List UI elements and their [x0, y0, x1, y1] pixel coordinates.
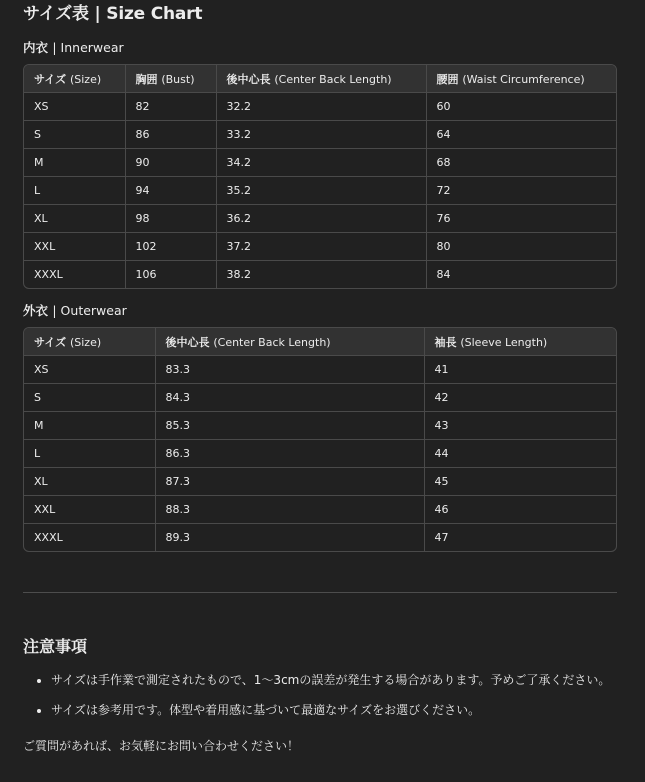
table-cell: 89.3 [155, 524, 424, 552]
table-cell: L [24, 177, 125, 205]
table-row [24, 261, 616, 289]
table-cell: XL [24, 205, 125, 233]
table-cell: 32.2 [216, 93, 426, 121]
outerwear-heading-jp: 外衣 [23, 303, 49, 318]
outerwear-header-center-back-length: 後中心長 (Center Back Length) [155, 328, 424, 356]
table-cell: 43 [424, 412, 616, 440]
closing-text: ご質問があれば、お気軽にお問い合わせください！ [23, 739, 300, 753]
table-cell: 84 [436, 268, 451, 281]
table-cell: 60 [426, 93, 616, 121]
divider [23, 592, 617, 593]
table-cell: 98 [125, 205, 216, 233]
table-cell: S [24, 121, 125, 149]
table-cell: XXXL [24, 524, 155, 552]
table-cell: 88.3 [155, 496, 424, 524]
table-cell: 42 [424, 384, 616, 412]
innerwear-header-row [24, 65, 616, 93]
table-cell: 102 [125, 233, 216, 261]
table-row [24, 524, 616, 552]
table-cell: 80 [426, 233, 616, 261]
table-cell: XS [24, 93, 125, 121]
table-row [24, 121, 616, 149]
innerwear-header-waist: 腰囲 (Waist Circumference) [426, 65, 616, 93]
table-cell: 37.2 [216, 233, 426, 261]
table-cell: S [24, 384, 155, 412]
table-cell: 90 [125, 149, 216, 177]
table-cell: 94 [125, 177, 216, 205]
innerwear-heading-en: | Innerwear [52, 40, 124, 55]
table-cell: 72 [426, 177, 616, 205]
table-cell: M [24, 412, 155, 440]
notes-list [23, 668, 617, 722]
outerwear-header-size: サイズ (Size) [24, 328, 155, 356]
table-cell: 82 [125, 93, 216, 121]
innerwear-header-size: サイズ (Size) [24, 65, 125, 93]
table-cell: 84.3 [155, 384, 424, 412]
outerwear-header-sleeve-length: 袖長 (Sleeve Length) [424, 328, 616, 356]
table-row [24, 356, 616, 384]
table-cell: XS [24, 356, 155, 384]
table-cell: 44 [424, 440, 616, 468]
page-title: サイズ表 | Size Chart [23, 4, 203, 24]
table-row [24, 468, 616, 496]
table-cell: 106 [125, 261, 216, 289]
table-cell: 45 [424, 468, 616, 496]
table-row [24, 233, 616, 261]
table-cell: 33.2 [216, 121, 426, 149]
innerwear-header-bust: 胸囲 (Bust) [125, 65, 216, 93]
table-row [24, 93, 616, 121]
outerwear-heading-en: | Outerwear [52, 303, 127, 318]
outerwear-header-row [24, 328, 616, 356]
list-item: • サイズは参考用です。体型や着用感に基づいて最適なサイズをお選びください。 [51, 698, 617, 722]
table-cell: M [24, 149, 125, 177]
table-row [24, 496, 616, 524]
table-cell: 83.3 [155, 356, 424, 384]
outerwear-table-wrapper [23, 327, 617, 552]
table-cell: 35.2 [216, 177, 426, 205]
innerwear-table [24, 65, 616, 288]
table-cell: L [24, 440, 155, 468]
table-cell: XXXL [24, 261, 125, 289]
table-cell: 76 [426, 205, 616, 233]
table-cell: 38.2 [216, 261, 426, 289]
table-cell: 86 [125, 121, 216, 149]
innerwear-header-center-back-length: 後中心長 (Center Back Length) [216, 65, 426, 93]
table-cell: 86.3 [155, 440, 424, 468]
innerwear-heading-jp: 内衣 [23, 40, 49, 55]
outerwear-heading [23, 303, 617, 319]
notes-title: 注意事項 [23, 637, 88, 656]
table-cell: XXL [24, 233, 125, 261]
table-row [24, 177, 616, 205]
list-item: • サイズは手作業で測定されたもので、1〜3cmの誤差が発生する場合があります。予めご了承ください。 [51, 668, 617, 692]
table-row [24, 384, 616, 412]
table-cell: XL [24, 468, 155, 496]
table-row [24, 412, 616, 440]
table-cell: 46 [424, 496, 616, 524]
outerwear-table [24, 328, 616, 551]
table-cell: 34.2 [216, 149, 426, 177]
table-cell: 64 [426, 121, 616, 149]
table-row [24, 149, 616, 177]
table-cell: 87.3 [155, 468, 424, 496]
table-cell: XXL [24, 496, 155, 524]
table-cell: 41 [424, 356, 616, 384]
innerwear-table-wrapper [23, 64, 617, 289]
table-row [24, 440, 616, 468]
table-cell: 85.3 [155, 412, 424, 440]
table-row [24, 205, 616, 233]
table-cell: 47 [434, 531, 449, 544]
page [23, 0, 617, 758]
table-cell: 36.2 [216, 205, 426, 233]
table-cell: 68 [426, 149, 616, 177]
innerwear-heading [23, 40, 617, 56]
